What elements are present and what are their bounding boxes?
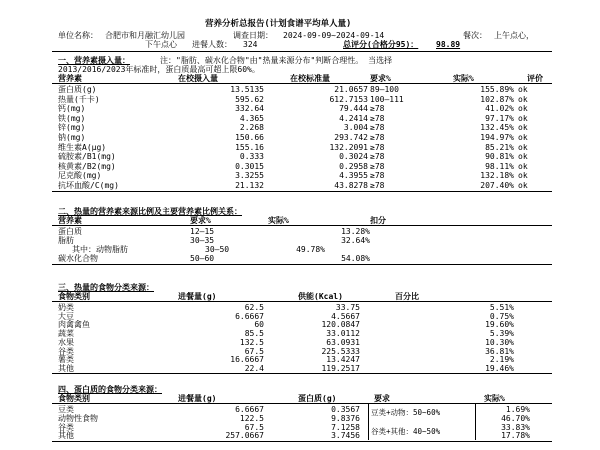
food-percent: 5.51% bbox=[489, 303, 514, 312]
food-quantity: 67.5 bbox=[244, 346, 264, 356]
food-energy: 13.4247 bbox=[326, 355, 360, 365]
meals-line1: 上午点心， bbox=[494, 31, 534, 40]
food-percent: 19.46% bbox=[485, 363, 514, 373]
protein-food-category: 谷类 bbox=[58, 422, 74, 432]
food-percent: 36.81% bbox=[485, 346, 514, 356]
food-percent: 10.30% bbox=[485, 337, 514, 347]
nutrient-actual: 132.45% bbox=[480, 123, 514, 133]
s2-name: 其中：动物脂肪 bbox=[72, 245, 128, 254]
nutrient-name: 抗坏血酸/C(mg) bbox=[58, 181, 119, 190]
diner-count: 324 bbox=[243, 40, 258, 49]
nutrient-name: 维生素A(μg) bbox=[58, 142, 107, 152]
divider bbox=[52, 264, 552, 265]
nutrient-actual: 90.81% bbox=[485, 152, 514, 162]
divider bbox=[52, 403, 552, 404]
nutrient-name: 热量(千卡) bbox=[58, 94, 100, 104]
s1-header-actual: 实际% bbox=[453, 74, 474, 83]
requirement-column-border bbox=[475, 404, 476, 440]
nutrient-actual: 132.18% bbox=[480, 171, 514, 181]
protein-food-quantity: 67.5 bbox=[244, 422, 264, 432]
s2-req: 30—50 bbox=[205, 245, 230, 254]
nutrient-requirement: ≥78 bbox=[370, 181, 385, 190]
nutrient-requirement: ≥78 bbox=[370, 133, 385, 142]
unit-name: 合肥市和月融汇幼儿园 bbox=[105, 31, 185, 40]
food-quantity: 132.5 bbox=[239, 337, 264, 347]
s2-header-actual: 实际% bbox=[268, 216, 289, 225]
food-quantity: 16.6667 bbox=[230, 355, 264, 365]
s1-header-nutrient: 营养素 bbox=[58, 74, 82, 83]
s2-actual: 49.78% bbox=[296, 245, 325, 254]
nutrient-eval: ok bbox=[518, 161, 528, 171]
section1-note-line1: 注："脂肪、碳水化合物"由"热量来源分布"判断合理性。 当选择 bbox=[160, 56, 393, 65]
section4-title: 四、蛋白质的食物分类来源： bbox=[58, 385, 162, 394]
nutrient-intake: 0.3015 bbox=[235, 161, 264, 171]
unit-name-label: 单位名称： bbox=[58, 31, 98, 40]
food-category: 大豆 bbox=[58, 311, 74, 321]
s3-header-quantity: 进餐量(g) bbox=[178, 292, 217, 301]
nutrient-requirement: ≥78 bbox=[370, 123, 385, 133]
s2-actual: 13.28% bbox=[341, 227, 370, 236]
protein-actual: 1.69% bbox=[505, 405, 530, 414]
s4-header-requirement: 要求 bbox=[374, 394, 390, 403]
nutrient-name: 蛋白质(g) bbox=[58, 85, 97, 94]
s2-actual: 32.64% bbox=[341, 236, 370, 245]
section2-title: 二、热量的营养素来源比例及主要营养素比例关系： bbox=[58, 207, 242, 216]
nutrient-intake: 332.64 bbox=[235, 104, 264, 114]
nutrient-intake: 0.333 bbox=[239, 152, 264, 162]
nutrient-name: 钠(mg) bbox=[58, 133, 86, 142]
nutrient-intake: 2.268 bbox=[239, 123, 264, 133]
nutrient-eval: ok bbox=[518, 113, 528, 123]
protein-food-category: 其他 bbox=[58, 431, 74, 441]
diner-count-label: 进餐人数： bbox=[192, 40, 232, 49]
survey-date: 2024-09-09~2024-09-14 bbox=[283, 31, 385, 40]
nutrient-requirement: ≥78 bbox=[370, 104, 385, 114]
s3-header-category: 食物类别 bbox=[58, 292, 90, 301]
food-energy: 33.0112 bbox=[326, 329, 360, 339]
s2-actual: 54.08% bbox=[341, 254, 370, 263]
food-category: 水果 bbox=[58, 337, 74, 347]
s2-name: 脂肪 bbox=[58, 236, 74, 245]
protein-amount: 9.8376 bbox=[331, 413, 360, 423]
nutrient-requirement: ≥78 bbox=[370, 171, 385, 181]
food-quantity: 62.5 bbox=[244, 303, 264, 312]
s1-header-intake: 在校摄入量 bbox=[178, 74, 218, 83]
nutrient-eval: ok bbox=[518, 181, 528, 190]
nutrient-eval: ok bbox=[518, 94, 528, 104]
nutrient-standard: 293.742 bbox=[334, 133, 368, 142]
nutrient-actual: 85.21% bbox=[485, 142, 514, 152]
total-score-label: 总评分(合格分95)： bbox=[343, 40, 419, 49]
meal-label: 餐次： bbox=[463, 31, 487, 40]
nutrient-standard: 79.444 bbox=[339, 104, 368, 114]
s4-header-quantity: 进餐量(g) bbox=[178, 394, 217, 403]
nutrient-eval: ok bbox=[518, 142, 528, 152]
food-energy: 119.2517 bbox=[321, 363, 360, 373]
food-percent: 19.60% bbox=[485, 320, 514, 330]
nutrient-requirement: ≥78 bbox=[370, 113, 385, 123]
divider bbox=[52, 51, 552, 52]
s1-header-standard: 在校标准量 bbox=[290, 74, 330, 83]
s2-name: 蛋白质 bbox=[58, 227, 82, 236]
meals-line2: 下午点心 bbox=[145, 40, 177, 49]
s2-req: 30—35 bbox=[190, 236, 215, 245]
nutrient-intake: 3.3255 bbox=[235, 171, 264, 181]
s1-header-eval: 评价 bbox=[527, 74, 543, 83]
food-percent: 5.39% bbox=[489, 329, 514, 339]
food-quantity: 22.4 bbox=[244, 363, 264, 373]
requirement-column-border bbox=[368, 404, 369, 440]
s2-name: 碳水化合物 bbox=[58, 254, 98, 263]
nutrient-requirement: ≥78 bbox=[370, 142, 385, 152]
divider bbox=[52, 441, 552, 442]
nutrient-actual: 102.87% bbox=[480, 94, 514, 104]
food-energy: 225.5333 bbox=[321, 346, 360, 356]
nutrient-intake: 595.62 bbox=[235, 94, 264, 104]
survey-date-label: 调查日期： bbox=[233, 31, 273, 40]
divider bbox=[52, 225, 552, 226]
food-quantity: 85.5 bbox=[244, 329, 264, 339]
nutrient-requirement: ≥78 bbox=[370, 152, 385, 162]
nutrient-standard: 21.0657 bbox=[334, 85, 368, 94]
food-category: 薯类 bbox=[58, 355, 74, 365]
food-category: 奶类 bbox=[58, 303, 74, 312]
nutrient-requirement: ≥78 bbox=[370, 161, 385, 171]
nutrient-actual: 41.02% bbox=[485, 104, 514, 114]
food-percent: 0.75% bbox=[489, 311, 514, 321]
divider bbox=[52, 83, 552, 84]
divider bbox=[52, 191, 552, 192]
protein-food-category: 豆类 bbox=[58, 405, 74, 414]
protein-food-quantity: 122.5 bbox=[239, 413, 264, 423]
nutrient-name: 硫胺素/B1(mg) bbox=[58, 152, 116, 162]
food-category: 谷类 bbox=[58, 346, 74, 356]
protein-amount: 0.3567 bbox=[331, 405, 360, 414]
protein-amount: 3.7456 bbox=[331, 431, 360, 441]
s4-requirement-animal-soy: 豆类+动物：50~60% bbox=[371, 408, 441, 417]
nutrient-eval: ok bbox=[518, 104, 528, 114]
section3-title: 三、热量的食物分类来源： bbox=[58, 283, 154, 292]
food-energy: 120.0847 bbox=[321, 320, 360, 330]
nutrient-requirement: 100—111 bbox=[370, 94, 404, 104]
nutrient-standard: 4.2414 bbox=[339, 113, 368, 123]
nutrient-standard: 3.004 bbox=[343, 123, 368, 133]
nutrient-intake: 13.5135 bbox=[230, 85, 264, 94]
s4-header-category: 食物类别 bbox=[58, 394, 90, 403]
nutrient-eval: ok bbox=[518, 152, 528, 162]
food-category: 蔬菜 bbox=[58, 329, 74, 339]
food-quantity: 60 bbox=[254, 320, 264, 330]
nutrient-eval: ok bbox=[518, 171, 528, 181]
nutrient-name: 尼克酸(mg) bbox=[58, 171, 102, 181]
section1-note-line2: 2013/2016/2023年标准时，蛋白质最高可超上限60%。 bbox=[58, 65, 260, 74]
nutrient-actual: 155.89% bbox=[480, 85, 514, 94]
s4-requirement-grain-other: 谷类+其他：40~50% bbox=[371, 427, 441, 436]
nutrient-eval: ok bbox=[518, 123, 528, 133]
s2-req: 12—15 bbox=[190, 227, 215, 236]
nutrient-standard: 0.3024 bbox=[339, 152, 368, 162]
s2-header-requirement: 要求% bbox=[190, 216, 211, 225]
food-energy: 4.5667 bbox=[331, 311, 360, 321]
food-energy: 63.0931 bbox=[326, 337, 360, 347]
food-quantity: 6.6667 bbox=[235, 311, 264, 321]
protein-food-quantity: 6.6667 bbox=[235, 405, 264, 414]
s2-header-nutrient: 营养素 bbox=[58, 216, 82, 225]
section1-title: 一、营养素摄入量： bbox=[58, 56, 130, 65]
food-category: 其他 bbox=[58, 363, 74, 373]
nutrient-standard: 4.3955 bbox=[339, 171, 368, 181]
protein-amount: 7.1258 bbox=[331, 422, 360, 432]
s3-header-energy: 供能(Kcal) bbox=[298, 292, 343, 301]
s2-req: 50—60 bbox=[190, 254, 215, 263]
s1-header-requirement: 要求% bbox=[370, 74, 391, 83]
nutrient-standard: 0.2958 bbox=[339, 161, 368, 171]
nutrient-intake: 150.66 bbox=[235, 133, 264, 142]
nutrient-name: 钙(mg) bbox=[58, 104, 86, 114]
nutrient-intake: 155.16 bbox=[235, 142, 264, 152]
nutrient-actual: 194.97% bbox=[480, 133, 514, 142]
food-category: 肉禽禽鱼 bbox=[58, 320, 90, 330]
nutrient-eval: ok bbox=[518, 133, 528, 142]
nutrient-name: 核黄素/B2(mg) bbox=[58, 161, 116, 171]
nutrient-actual: 97.17% bbox=[485, 113, 514, 123]
protein-actual: 33.83% bbox=[501, 422, 530, 432]
s4-header-protein: 蛋白质(g) bbox=[298, 394, 337, 403]
s2-header-deduction: 扣分 bbox=[370, 216, 386, 225]
food-energy: 33.75 bbox=[335, 303, 360, 312]
nutrient-requirement: 89—100 bbox=[370, 85, 399, 94]
nutrient-intake: 21.132 bbox=[235, 181, 264, 190]
protein-actual: 46.70% bbox=[501, 413, 530, 423]
nutrient-standard: 43.8278 bbox=[334, 181, 368, 190]
food-percent: 2.19% bbox=[489, 355, 514, 365]
total-score: 98.89 bbox=[436, 40, 461, 49]
nutrient-actual: 207.40% bbox=[480, 181, 514, 190]
nutrient-standard: 612.7153 bbox=[329, 94, 368, 104]
divider bbox=[52, 373, 552, 374]
nutrient-intake: 4.365 bbox=[239, 113, 264, 123]
s4-header-actual: 实际% bbox=[484, 394, 505, 403]
protein-food-quantity: 257.0667 bbox=[225, 431, 264, 441]
report-title: 营养分析总报告(计划食谱平均单人量) bbox=[205, 19, 352, 29]
nutrient-name: 锌(mg) bbox=[58, 123, 86, 133]
nutrient-standard: 132.2091 bbox=[329, 142, 368, 152]
divider bbox=[52, 301, 552, 302]
nutrient-name: 铁(mg) bbox=[58, 113, 86, 123]
nutrient-actual: 98.11% bbox=[485, 161, 514, 171]
protein-actual: 17.78% bbox=[501, 431, 530, 441]
s3-header-percent: 百分比 bbox=[395, 292, 419, 301]
nutrient-eval: ok bbox=[518, 85, 528, 94]
protein-food-category: 动物性食物 bbox=[58, 413, 98, 423]
